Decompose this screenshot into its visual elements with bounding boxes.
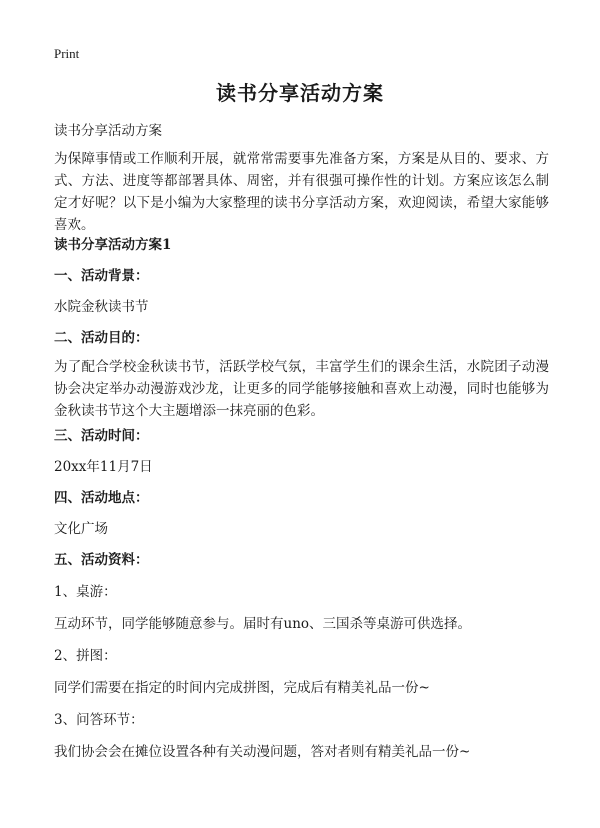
- purpose-paragraph: 为了配合学校金秋读书节，活跃学校气氛，丰富学生们的课余生活，水院团子动漫协会决定举办动漫游戏沙龙，让更多的同学能够接触和喜欢上动漫，同时也能够为金秋读书节这个大主题增添一抹亮丽的色彩。: [54, 359, 549, 419]
- plan-heading: 读书分享活动方案1: [54, 237, 172, 253]
- print-label: Print: [54, 46, 80, 61]
- time-text: 20xx年11月7日: [54, 459, 153, 475]
- item3-text: 我们协会会在摊位设置各种有关动漫问题，答对者则有精美礼品一份~: [54, 744, 471, 760]
- item1-heading: 1、桌游：: [54, 584, 117, 600]
- background-heading: 一、活动背景：: [54, 268, 149, 284]
- document-title: 读书分享活动方案: [216, 81, 384, 105]
- item3-heading: 3、问答环节：: [54, 712, 144, 728]
- intro-paragraph: 为保障事情或工作顺利开展，就常常需要事先准备方案，方案是从目的、要求、方式、方法、进度等都部署具体、周密，并有很强可操作性的计划。方案应该怎么制定才好呢？以下是小编为大家整理的读书分享活动方案，欢迎阅读，希望大家能够喜欢。: [54, 151, 549, 233]
- background-text: 水院金秋读书节: [54, 299, 149, 315]
- item1-text: 互动环节，同学能够随意参与。届时有uno、三国杀等桌游可供选择。: [54, 616, 472, 632]
- time-heading: 三、活动时间：: [54, 428, 149, 444]
- place-text: 文化广场: [54, 521, 108, 537]
- place-heading: 四、活动地点：: [54, 490, 149, 506]
- item2-heading: 2、拼图：: [54, 648, 117, 664]
- item2-text: 同学们需要在指定的时间内完成拼图，完成后有精美礼品一份~: [54, 680, 430, 696]
- materials-heading: 五、活动资料：: [54, 552, 149, 568]
- document-subtitle: 读书分享活动方案: [54, 123, 162, 139]
- purpose-heading: 二、活动目的：: [54, 330, 149, 346]
